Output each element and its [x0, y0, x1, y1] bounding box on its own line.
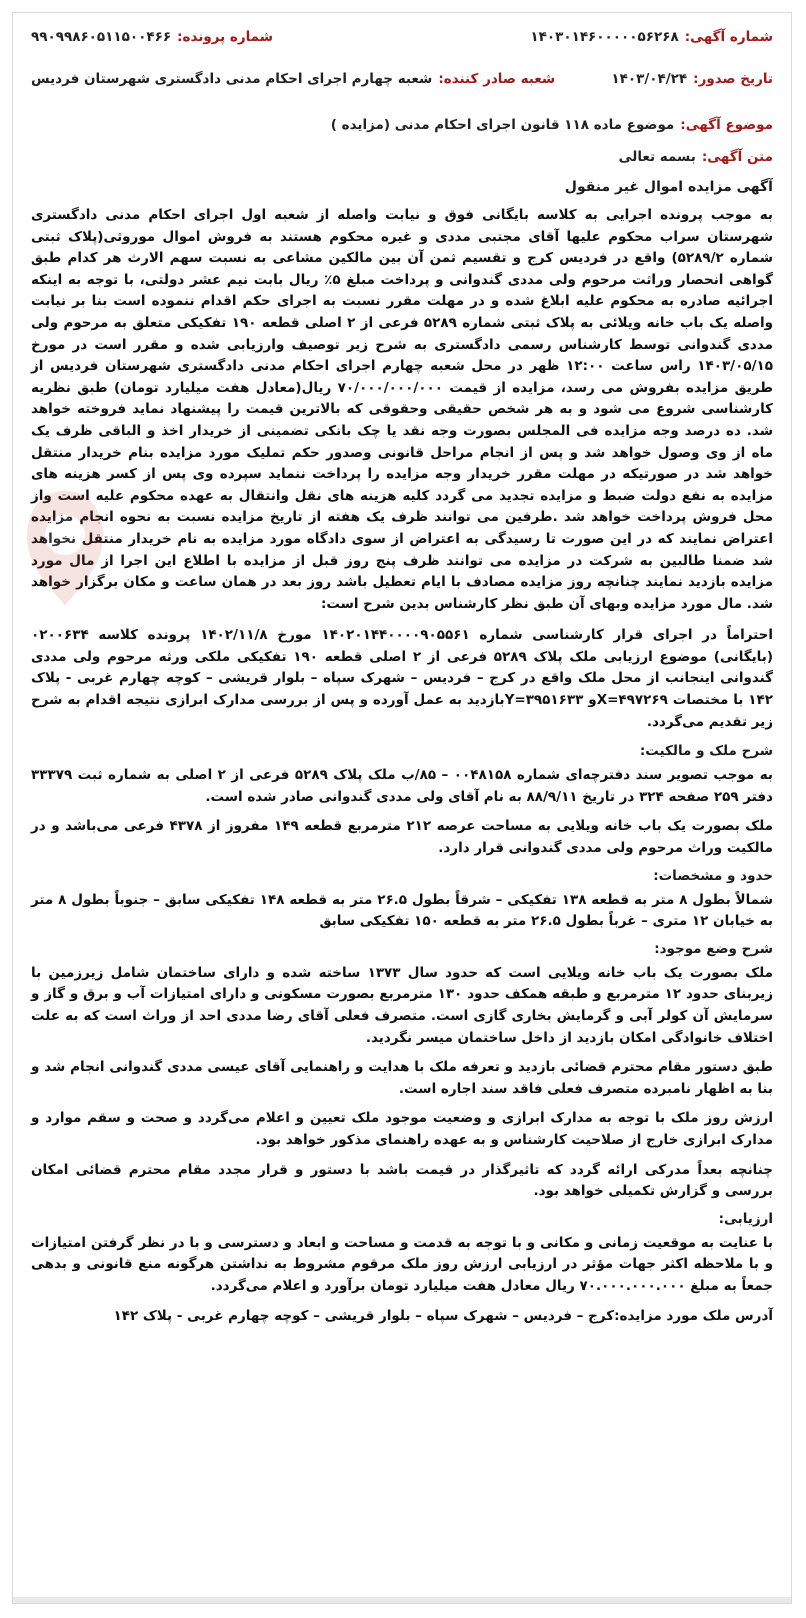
subject-value: موضوع ماده ۱۱۸ قانون اجرای احکام مدنی (مزایده )	[330, 117, 675, 133]
case-number-value: ۹۹۰۹۹۸۶۰۵۱۱۵۰۰۴۶۶	[31, 29, 172, 45]
valuation-paragraph: با عنایت به موقعیت زمانی و مکانی و با توجه به قدمت و مساحت و ابعاد و دسترسی و با در نظر گرفتن امتیازات و با ملاحظه اکثر جهات مؤثر در ارزیابی ارزش روز ملک مرقوم مشروط به نداشتن هرگونه منع قانونی و بدهی جمعاً به مبلغ ۷۰.۰۰۰.۰۰۰.۰۰۰ ریال معادل هفت میلیارد تومان برآورد و اعلام می‌گردد.	[31, 1234, 773, 1294]
issue-date-label: تاریخ صدور:	[693, 71, 773, 87]
ad-number-label: شماره آگهی:	[684, 29, 773, 45]
issuer-label: شعبه صادر کننده:	[438, 71, 556, 87]
status-title: شرح وضع موجود:	[654, 940, 773, 957]
header-row-2	[31, 69, 773, 89]
address-line: آدرس ملک مورد مزایده:کرج – فردیس – شهرک سپاه – بلوار قریشی – کوچه چهارم غربی - پلاک ۱۴۲	[113, 1307, 773, 1324]
issue-date	[611, 69, 773, 89]
ownership-paragraph-2: ملک بصورت یک باب خانه ویلایی به مساحت عرصه ۲۱۲ مترمربع قطعه ۱۴۹ مفروز از ۴۳۷۸ فرعی می‌باشد و در مالکیت وراث مرحوم ولی مددی گندوانی قرار دارد.	[31, 818, 774, 857]
issuer	[31, 69, 555, 89]
main-paragraph: به موجب پرونده اجرایی به کلاسه بایگانی فوق و نیابت واصله از شعبه اول اجرای احکام مدنی دادگستری شهرستان سراب محکوم علیها آقای مجتبی مددی و غیره محکوم هستند به فروش اموال موروثی(پلاک ثبتی شماره ۵۲۸۹/۲) واقع در فردیس کرج و تقسیم ثمن آن بین مالکین مشاعی به نسبت سهم الارث هر کدام طبق گواهی انحصار وراثت مرحوم ولی مددی گندوانی و پرداخت مبلغ ۵٪ ریال بابت نیم عشر دولتی، با توجه به اینکه اجرائیه صادره به محکوم علیه ابلاغ شده و در مهلت مقرر نسبت به اجرای حکم اقدام ننموده است بنا بر نیابت واصله یک باب خانه ویلائی به پلاک ثبتی شماره ۵۲۸۹ فرعی از ۲ اصلی قطعه ۱۹۰ تفکیکی متعلق به مرحوم ولی مددی گندوانی توسط کارشناس رسمی دادگستری به شرح زیر توصیف وارزیابی شده و مقرر است در مورخ ۱۴۰۳/۰۵/۱۵ راس ساعت ۱۲:۰۰ ظهر در محل شعبه چهارم اجرای احکام مدنی دادگستری شهرستان فردیس از طریق مزایده بفروش می رسد، مزایده از قیمت ۷۰/۰۰۰/۰۰۰/۰۰۰ ریال(معادل هفت میلیارد تومان) طبق نظریه کارشناسی شروع می شود و به هر شخص حقیقی وحقوقی که بالاترین قیمت را پیشنهاد نماید فروخته خواهد شد. ده درصد وجه مزایده فی المجلس بصورت وجه نقد یا چک بانکی تضمینی از خریدار اخذ و الباقی ظرف یک ماه از وی وصول خواهد شد و پس از انجام مراحل قانونی وصدور حکم تملیک مورد مزایده بنام خریدار منتقل خواهد شد در صورتیکه در مهلت مقرر خریدار وجه مزایده را پرداخت ننماید سپرده وی پس از کسر هزینه های مزایده به نفع دولت ضبط و مزایده تجدید می گردد کلیه هزینه های نقل وانتقال به عهده محکوم علیه است واز محل فروش پرداخت خواهد شد .طرفین می توانند ظرف یک هفته از تاریخ مزایده نسبت به نحوه انجام مزایده اعتراض نمایند که در این صورت تا رسیدگی به اعتراض از سوی دادگاه مورد مزایده به نام خریدار منتقل نخواهد شد ضمنا طالبین به شرکت در مزایده می توانند ظرف پنج روز قبل از مزایده با اطلاع این اجرا از مال مورد مزایده بازدید نمایند چنانچه روز مزایده مصادف با ایام تعطیل باشد روز بعد در همان ساعت و مکان برگزار خواهد شد. مال مورد مزایده وبهای آن طبق نظر کارشناس بدین شرح است:	[31, 207, 774, 612]
issuer-value: شعبه چهارم اجرای احکام مدنی دادگستری شهرستان فردیس	[31, 71, 433, 87]
notice-page	[12, 12, 792, 1604]
case-number	[31, 27, 273, 47]
issue-date-value: ۱۴۰۳/۰۴/۲۴	[611, 71, 688, 87]
text-intro-value: بسمه تعالی	[618, 149, 696, 165]
subject-line	[31, 115, 773, 135]
boundaries-title: حدود و مشخصات:	[653, 867, 773, 884]
subject-label: موضوع آگهی:	[680, 117, 773, 133]
valuation-title: ارزیابی:	[718, 1210, 773, 1227]
ad-number-value: ۱۴۰۳۰۱۴۶۰۰۰۰۰۵۶۲۶۸	[530, 29, 679, 45]
header-row-1	[31, 27, 773, 47]
boundaries-paragraph: شمالاً بطول ۸ متر به قطعه ۱۳۸ تفکیکی – شرقاً بطول ۲۶.۵ متر به قطعه ۱۴۸ تفکیکی سابق – جنوباً بطول ۸ متر به خیابان ۱۲ متری – غرباً بطول ۲۶.۵ متر به قطعه ۱۵۰ تفکیکی سابق	[31, 891, 773, 930]
status-paragraph-1: ملک بصورت یک باب خانه ویلایی است که حدود سال ۱۳۷۳ ساخته شده و دارای ساختمان شامل زیرزمین با زیربنای حدود ۱۲ مترمربع و طبقه همکف حدود ۱۳۰ مترمربع بصورت مسکونی و دارای امتیازات آب و برق و گاز و سرمایش آن کولر آبی و گرمایش بخاری گازی است. متصرف فعلی آقای رضا مددی احد از وراث است که به علت اختلاف خانوادگی امکان بازدید از داخل ساختمان میسر نگردید.	[31, 964, 774, 1046]
bottom-bar	[13, 1597, 791, 1603]
status-paragraph-4: چنانچه بعداً مدرکی ارائه گردد که تاثیرگذار در قیمت باشد با دستور و قرار مجدد مقام محترم قضائی امکان بررسی و گزارش تکمیلی خواهد بود.	[31, 1161, 773, 1200]
ad-number	[530, 27, 773, 47]
notice-title: آگهی مزایده اموال غیر منقول	[564, 179, 773, 195]
status-paragraph-2: طبق دستور مقام محترم قضائی بازدید و تعرفه ملک با هدایت و راهنمایی آقای عیسی مددی گندوانی انجام شد و بنا به اظهار نامبرده متصرف فعلی فاقد سند اجاره است.	[31, 1059, 773, 1097]
text-intro-label: متن آگهی:	[701, 149, 773, 165]
text-intro-line	[31, 147, 773, 167]
ownership-title: شرح ملک و مالکیت:	[639, 743, 773, 760]
case-number-label: شماره پرونده:	[177, 29, 274, 45]
ownership-paragraph-1: به موجب تصویر سند دفترچه‌ای شماره ۰۰۴۸۱۵۸ – ۸۵/ب ملک پلاک ۵۲۸۹ فرعی از ۲ اصلی به شماره ثبت ۳۳۳۷۹ دفتر ۲۵۹ صفحه ۳۲۴ در تاریخ ۸۸/۹/۱۱ به نام آقای ولی مددی گندوانی صادر شده است.	[31, 767, 773, 805]
status-paragraph-3: ارزش روز ملک با توجه به مدارک ابرازی و وضعیت موجود ملک تعیین و اعلام می‌گردد و صحت و سقم موارد و مدارک ابرازی خارج از صلاحیت کارشناس و به عهده راهنمای مذکور خواهد بود.	[31, 1110, 773, 1148]
expert-paragraph: احتراماً در اجرای قرار کارشناسی شماره ۱۴۰۲۰۱۴۴۰۰۰۰۹۰۵۵۶۱ مورخ ۱۴۰۲/۱۱/۸ پرونده کلاسه ۰۲۰۰۶۳۴ (بایگانی) موضوع ارزیابی ملک پلاک ۵۲۸۹ فرعی از ۲ اصلی قطعه ۱۹۰ تفکیکی ملکی ورثه مرحوم ولی مددی گندوانی اینجانب از محل ملک واقع در کرج – فردیس – شهرک سپاه – بلوار قریشی – کوچه چهارم غربی - پلاک ۱۴۲ با مختصات X=۴۹۷۲۶۹و Y=۳۹۵۱۶۳۳بازدید به عمل آورده و پس از بررسی مدارک ابرازی نتیجه اقدام به شرح زیر تقدیم می‌گردد.	[31, 627, 773, 730]
